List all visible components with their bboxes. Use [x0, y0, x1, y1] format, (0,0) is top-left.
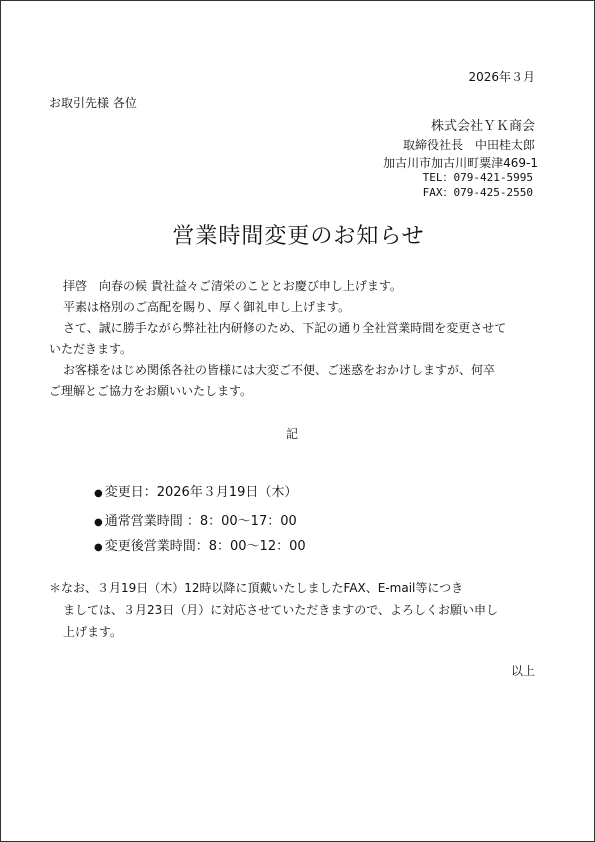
- recipient-line: お取引先様 各位: [49, 96, 137, 110]
- sender-fax: FAX：079-425-2550: [422, 186, 533, 199]
- paragraph-2-line-1: お客様をはじめ関係各社の皆様には大変ご不便、ご迷惑をおかけしますが、何卒: [63, 363, 496, 377]
- document-title: 営業時間変更のお知らせ: [172, 224, 425, 249]
- greeting-line-2: 平素は格別のご高配を賜り、厚く御礼申し上げます。: [63, 300, 351, 314]
- paragraph-2-line-2: ご理解とご協力をお願いいたします。: [49, 384, 253, 398]
- paragraph-1-line-2: いただきます。: [49, 342, 133, 356]
- paragraph-1-line-1: さて、誠に勝手ながら弊社社内研修のため、下記の通り全社営業時間を変更させて: [63, 321, 507, 335]
- note-line-2: ましては、３月23日（月）に対応させていただきますので、よろしくお願い申し: [63, 603, 499, 617]
- document-date: 2026年３月: [468, 70, 535, 84]
- detail-normal-hours: ● 通常営業時間 ：8：00～17：00: [94, 515, 297, 530]
- sender-representative: 取締役社長 中田桂太郎: [402, 138, 535, 152]
- detail-new-hours: ● 変更後営業時間：8：00～12：00: [94, 540, 306, 555]
- sender-company: 株式会社ＹＫ商会: [430, 119, 535, 134]
- detail-change-date: ● 変更日：2026年３月19日（木）: [94, 486, 297, 501]
- closing-text: 以上: [510, 664, 535, 678]
- sender-address: 加古川市加古川町粟津469-1: [383, 156, 538, 170]
- note-line-3: 上げます。: [63, 625, 123, 639]
- ki-heading: 記: [286, 427, 299, 441]
- greeting-line-1: 拝啓 向春の候 貴社益々ご清栄のこととお慶び申し上げます。: [63, 279, 402, 293]
- sender-tel: TEL：079-421-5995: [422, 171, 533, 184]
- note-line-1: ＊なお、３月19日（木）12時以降に頂戴いたしましたFAX、E-mail等につき: [49, 581, 464, 595]
